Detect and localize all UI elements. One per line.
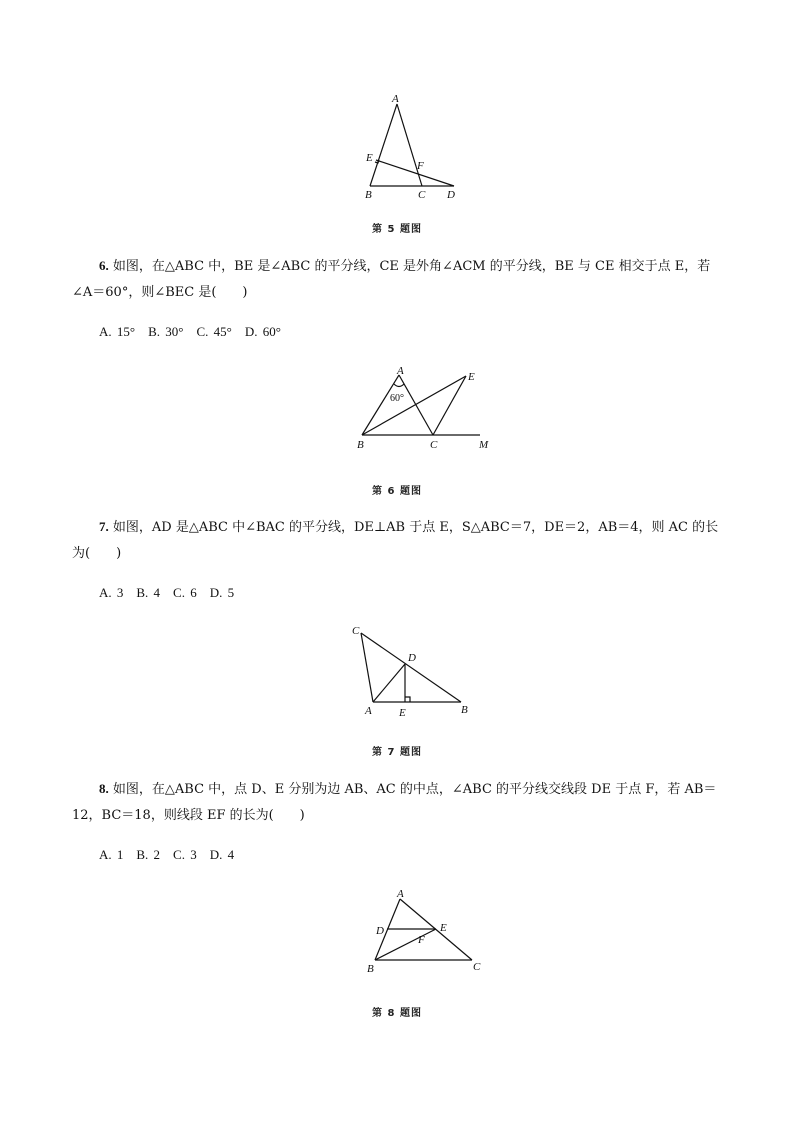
- label-a: A: [392, 93, 399, 105]
- label-d: D: [376, 925, 384, 937]
- question-6-stem: 如图，在△ABC 中，BE 是∠ABC 的平分线，CE 是外角∠ACM 的平分线，BE 与 CE 相交于点 E，若∠A＝60°，则∠BEC 是( ): [72, 259, 711, 300]
- label-c: C: [430, 439, 438, 451]
- question-7-stem: 如图，AD 是△ABC 中∠BAC 的平分线，DE⊥AB 于点 E，S△ABC＝7，DE＝2，AB＝4，则 AC 的长为( ): [72, 520, 719, 561]
- label-e: E: [366, 152, 373, 164]
- segment-ca: [361, 633, 373, 702]
- question-8-stem: 如图，在△ABC 中，点 D、E 分别为边 AB、AC 的中点，∠ABC 的平分线交线段 DE 于点 F，若 AB＝12，BC＝18，则线段 EF 的长为( ): [72, 782, 717, 823]
- angle-label-a: 60°: [390, 393, 404, 404]
- label-e: E: [399, 707, 406, 719]
- label-d: D: [408, 652, 416, 664]
- label-f: F: [418, 934, 425, 946]
- question-7-options: A. 3 B. 4 C. 6 D. 5: [99, 585, 235, 600]
- label-e: E: [440, 922, 447, 934]
- segment-ab: [370, 104, 397, 186]
- figure-6: [350, 364, 500, 456]
- question-6-options: A. 15° B. 30° C. 45° D. 60°: [99, 324, 281, 339]
- figure-8-caption: 第 8 题图: [372, 1008, 422, 1019]
- question-7-number: 7.: [99, 519, 109, 534]
- question-8-options: A. 1 B. 2 C. 3 D. 4: [99, 847, 235, 862]
- segment-cb: [361, 633, 461, 702]
- segment-be: [375, 929, 436, 960]
- right-angle-mark: [405, 697, 410, 702]
- figure-6-caption: 第 6 题图: [372, 486, 422, 497]
- figure-8: [358, 883, 488, 978]
- label-m: M: [479, 439, 489, 451]
- label-b: B: [367, 963, 374, 975]
- question-6-number: 6.: [99, 258, 109, 273]
- figure-7-caption: 第 7 题图: [372, 747, 422, 758]
- figure-7: [344, 620, 474, 720]
- label-a: A: [365, 705, 372, 717]
- angle-arc-a: [394, 384, 404, 387]
- figure-5: [355, 88, 475, 208]
- segment-ab: [362, 375, 399, 435]
- label-b: B: [357, 439, 364, 451]
- figure-5-caption: 第 5 题图: [372, 224, 422, 235]
- question-7: [72, 514, 722, 567]
- label-e: E: [468, 371, 475, 383]
- label-a: A: [397, 888, 404, 900]
- label-f: F: [417, 160, 424, 172]
- label-c: C: [352, 625, 360, 637]
- label-c: C: [418, 189, 426, 201]
- question-6: [72, 253, 722, 306]
- question-8-number: 8.: [99, 781, 109, 796]
- label-b: B: [365, 189, 372, 201]
- question-8: [72, 776, 722, 829]
- segment-be: [362, 376, 466, 435]
- label-b: B: [461, 704, 468, 716]
- label-c: C: [473, 961, 481, 973]
- label-d: D: [447, 189, 455, 201]
- label-a: A: [397, 365, 404, 377]
- segment-ad: [373, 664, 405, 702]
